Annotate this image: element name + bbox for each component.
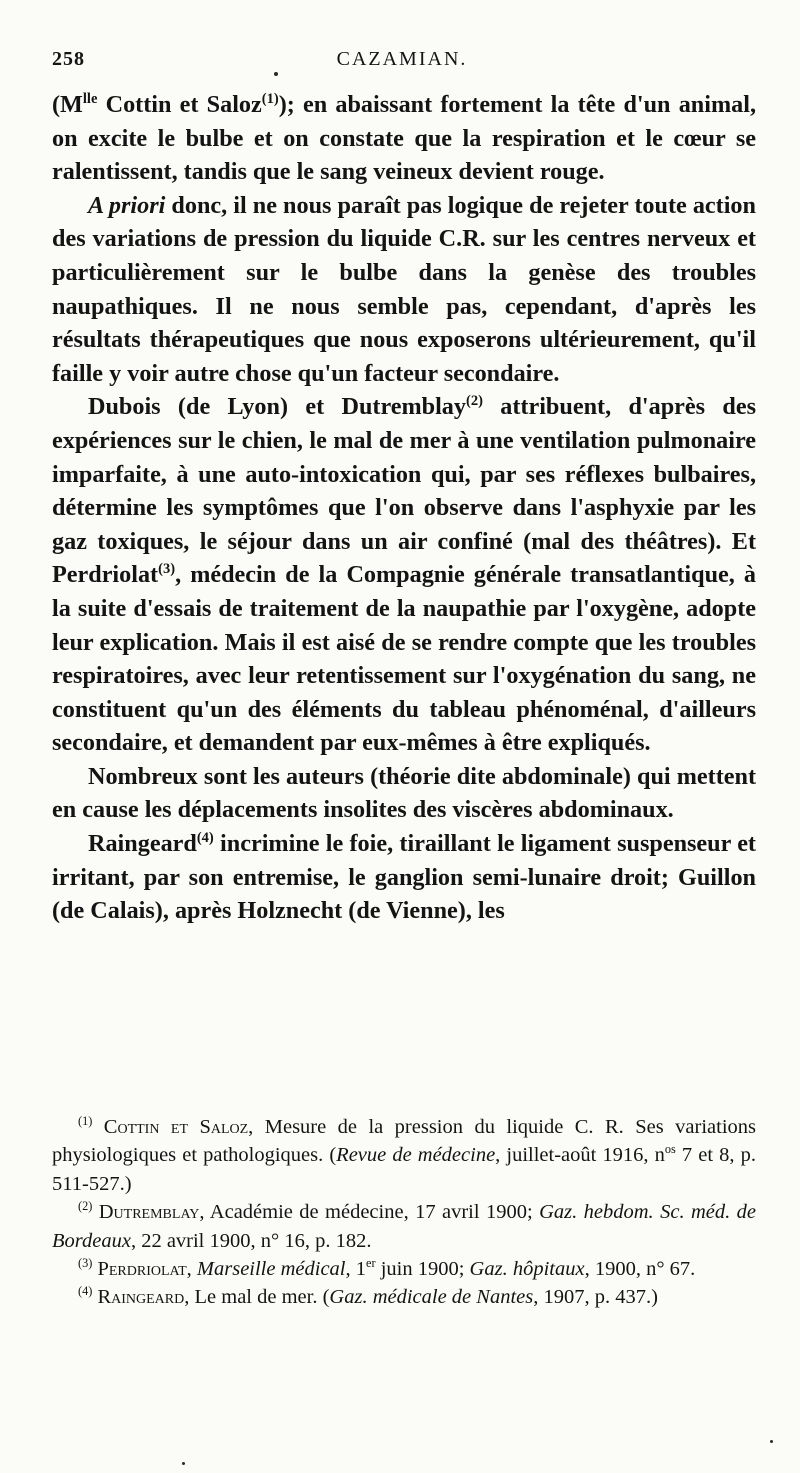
footnote-text: , — [186, 1258, 197, 1281]
footnote-text: 7 et 8, p. 511-527.) — [52, 1144, 756, 1195]
footnote-1 — [52, 1113, 756, 1198]
footnote-text: , Académie de médecine, 17 avril 1900; — [199, 1201, 540, 1224]
footnote-ref: (1) — [261, 90, 279, 107]
footnote-author: Raingeard — [97, 1286, 185, 1309]
superscript: er — [366, 1256, 376, 1271]
paragraph-1 — [52, 88, 756, 189]
paragraph-3 — [52, 390, 756, 760]
footnote-text: , 1 — [345, 1258, 366, 1281]
superscript: os — [664, 1142, 676, 1157]
paragraph-text: Cottin et Saloz — [97, 91, 262, 118]
paragraph-5 — [52, 827, 756, 928]
italic-phrase: A priori — [88, 191, 166, 219]
paragraph-text: Dubois (de Lyon) et Dutremblay — [88, 393, 466, 421]
footnote-text: juin 1900; — [375, 1258, 470, 1281]
footnote-journal: Revue de médecine — [336, 1144, 496, 1167]
footnote-author: Perdriolat — [97, 1258, 187, 1281]
footnote-4 — [52, 1283, 756, 1311]
footnote-journal: Gaz. hôpitaux — [469, 1258, 585, 1281]
footnote-ref: (2) — [466, 393, 483, 410]
paragraph-text: Nombreux sont les auteurs (théorie dite abdominale) qui mettent en cause les déplacements insolites des viscères abdominaux. — [52, 762, 756, 824]
footnote-journal: Gaz. hebdom. Sc. méd. de Bordeaux — [52, 1201, 757, 1252]
footnote-author: Cottin et Saloz — [103, 1116, 249, 1138]
print-speck — [770, 1440, 773, 1443]
footnote-journal: Gaz. médicale de Nantes — [329, 1286, 534, 1309]
footnote-mark: (1) — [78, 1114, 93, 1129]
footnote-text: , juillet-août 1916, n — [495, 1144, 665, 1167]
footnote-author: Dutremblay — [98, 1201, 200, 1224]
footnote-text: , Mesure de la pression du liquide C. R. Ses variations physiologiques et pathologiques. ( — [52, 1116, 756, 1167]
paragraph-text: ); en abaissant fortement la tête d'un animal, on excite le bulbe et on constate que la respiration et le cœur se ralentissent, tandis que le sang veineux devient rouge. — [52, 91, 756, 186]
body-text — [52, 88, 756, 928]
footnote-ref: (3) — [158, 561, 176, 578]
paragraph-text: attribuent, d'après des expériences sur le chien, le mal de mer à une ventilation pulmonaire imparfaite, à une auto-intoxication qui, par ses réflexes bulbaires, détermine les symptômes que l'on observe dans l'asphyxie par les gaz toxiques, le séjour dans un air confiné (mal des théâtres). Et Perdriolat — [52, 393, 757, 589]
footnote-ref: (4) — [196, 830, 214, 846]
footnote-2 — [52, 1198, 756, 1255]
print-speck — [274, 72, 278, 76]
paragraph-text: donc, il ne nous paraît pas logique de rejeter toute action des variations de pression du liquide C.R. sur les centres nerveux et particulièrement sur le bulbe dans la genèse des troubles naupathiques. Il ne nous semble pas, cependant, d'après les résultats thérapeutiques que nous exposerons ultérieurement, qu'il faille y voir autre chose qu'un facteur secondaire. — [52, 191, 756, 387]
superscript: lle — [82, 90, 98, 107]
page-header — [52, 48, 752, 78]
paragraph-text: , médecin de la Compagnie générale transatlantique, à la suite d'essais de traitement de la naupathie par l'oxygène, adopte leur explication. Mais il est aisé de se rendre compte que les troubles respiratoires, avec leur retentissement sur l'oxygénation du sang, ne constituent qu'un des éléments du tableau phénoménal, d'ailleurs secondaire, et demandent par eux-mêmes à être expliqués. — [52, 561, 756, 757]
paragraph-text: (M — [52, 91, 83, 118]
footnotes — [52, 1113, 756, 1312]
footnote-text: , 1907, p. 437.) — [533, 1286, 658, 1309]
footnote-text: , 1900, n° 67. — [584, 1258, 696, 1281]
running-head: CAZAMIAN. — [336, 48, 468, 70]
page-number: 258 — [52, 48, 85, 70]
paragraph-4 — [52, 760, 756, 827]
footnote-journal: Marseille médical — [196, 1258, 346, 1281]
paragraph-text: Raingeard — [88, 830, 197, 858]
print-speck — [182, 1462, 185, 1465]
footnote-3 — [52, 1255, 756, 1283]
footnote-mark: (2) — [78, 1199, 93, 1214]
paragraph-text: incrimine le foie, tiraillant le ligament suspenseur et irritant, par son entremise, le ganglion semi-lunaire droit; Guillon (de Calais), après Holznecht (de Vienne), les — [52, 830, 756, 925]
footnote-text: , 22 avril 1900, n° 16, p. 182. — [130, 1229, 372, 1252]
footnote-text: , Le mal de mer. ( — [184, 1286, 330, 1309]
footnote-mark: (4) — [78, 1284, 93, 1299]
paragraph-2 — [52, 189, 756, 391]
footnote-mark: (3) — [78, 1256, 93, 1271]
